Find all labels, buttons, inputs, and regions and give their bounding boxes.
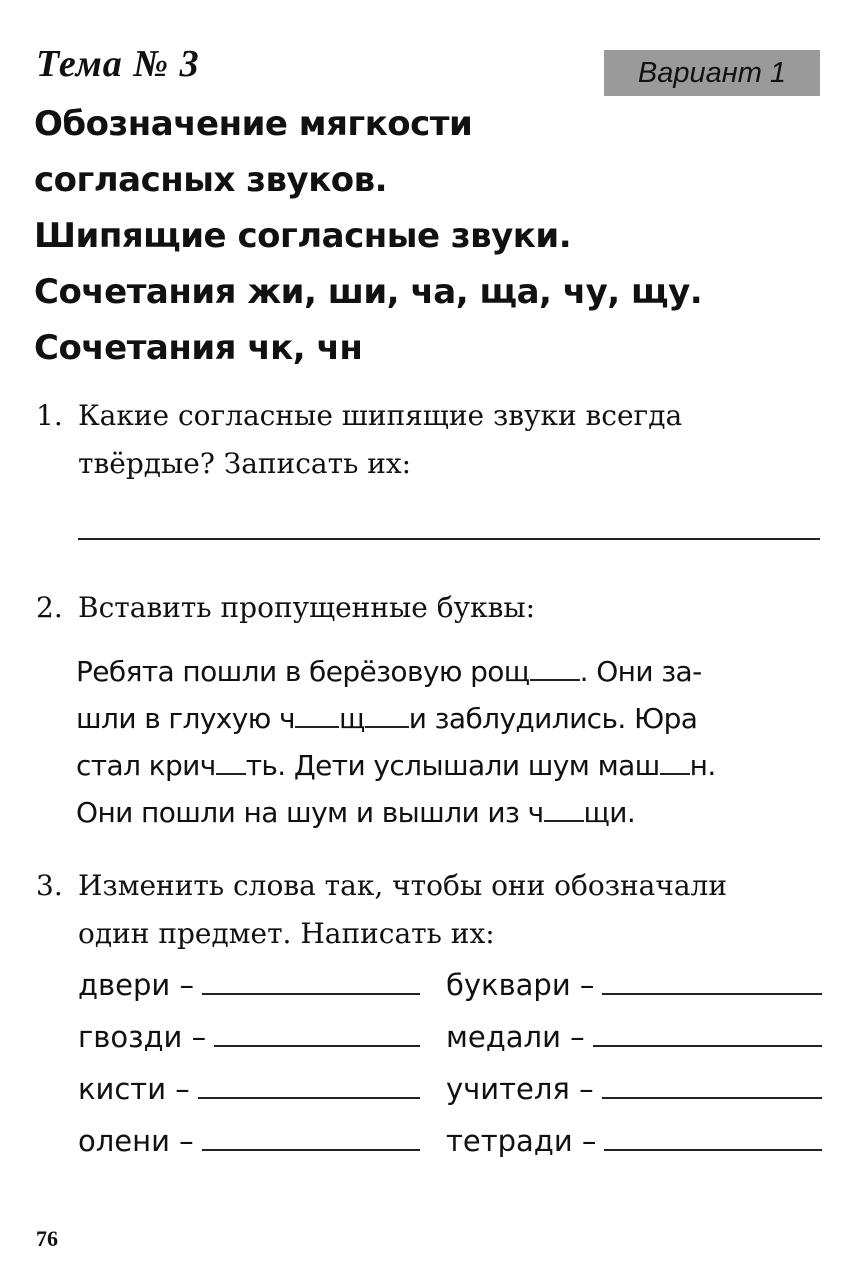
topic-number: Тема № 3 [36, 43, 200, 85]
word-label: тетради – [446, 1124, 597, 1158]
variant-badge: Вариант 1 [604, 50, 820, 96]
word-row [446, 1020, 822, 1072]
word-row [78, 1072, 420, 1124]
title-line: Сочетания жи, ши, ча, ща, чу, щу. [34, 272, 703, 312]
passage-text: и заблудились. Юра [408, 702, 698, 735]
word-row [78, 1124, 420, 1176]
task-1-text: Какие согласные шипящие звуки всегда [78, 399, 683, 432]
word-label: учителя – [446, 1072, 594, 1106]
passage-text: ть. Дети услышали шум маш [245, 749, 660, 782]
task-number: 3. [36, 869, 63, 902]
task-1-text-cont: твёрдые? Записать их: [78, 447, 412, 480]
passage-text: Ребята пошли в берёзовую рощ [76, 655, 530, 688]
letter-blank[interactable] [365, 702, 409, 728]
letter-blank[interactable] [660, 749, 690, 775]
task-3 [36, 862, 836, 958]
task-number: 1. [36, 399, 63, 432]
answer-line[interactable] [78, 538, 820, 540]
word-label: олени – [78, 1124, 194, 1158]
word-row [78, 968, 420, 1020]
answer-line[interactable] [214, 1025, 420, 1047]
title-line: согласных звуков. [34, 160, 388, 200]
word-row [78, 1020, 420, 1072]
word-column-left [78, 968, 420, 1176]
word-row [446, 968, 822, 1020]
page-title [34, 96, 834, 376]
answer-line[interactable] [604, 1129, 822, 1151]
passage-text: щ [338, 702, 365, 735]
title-line: Сочетания чк, чн [34, 328, 363, 368]
letter-blank[interactable] [544, 796, 584, 822]
word-label: гвозди – [78, 1020, 207, 1054]
title-line: Шипящие согласные звуки. [34, 216, 572, 256]
passage-text: . Они за- [579, 655, 702, 688]
answer-line[interactable] [602, 973, 822, 995]
word-row [446, 1124, 822, 1176]
letter-blank[interactable] [295, 702, 339, 728]
task-3-text-cont: один предмет. Написать их: [78, 917, 495, 950]
passage-text: н. [689, 749, 716, 782]
page-number: 76 [36, 1226, 58, 1251]
task-number: 2. [36, 591, 63, 624]
answer-line[interactable] [202, 973, 420, 995]
word-label: буквари – [446, 968, 595, 1002]
word-label: кисти – [78, 1072, 190, 1106]
task-1 [36, 392, 836, 488]
letter-blank[interactable] [216, 749, 246, 775]
passage-text: Они пошли на шум и вышли из ч [76, 796, 544, 829]
passage-text: шли в глухую ч [76, 702, 295, 735]
answer-line[interactable] [202, 1129, 420, 1151]
word-label: двери – [78, 968, 194, 1002]
task-3-text: Изменить слова так, чтобы они обозначали [78, 869, 728, 902]
answer-line[interactable] [602, 1077, 822, 1099]
word-label: медали – [446, 1020, 585, 1054]
word-column-right [446, 968, 822, 1176]
title-line: Обозначение мягкости [34, 104, 473, 144]
letter-blank[interactable] [530, 655, 580, 681]
passage-text: щи. [583, 796, 636, 829]
exercise-passage [76, 648, 822, 836]
answer-line[interactable] [593, 1025, 822, 1047]
task-2-text: Вставить пропущенные буквы: [78, 591, 536, 624]
task-2 [36, 584, 836, 632]
passage-text: стал крич [76, 749, 216, 782]
answer-line[interactable] [198, 1077, 420, 1099]
word-row [446, 1072, 822, 1124]
